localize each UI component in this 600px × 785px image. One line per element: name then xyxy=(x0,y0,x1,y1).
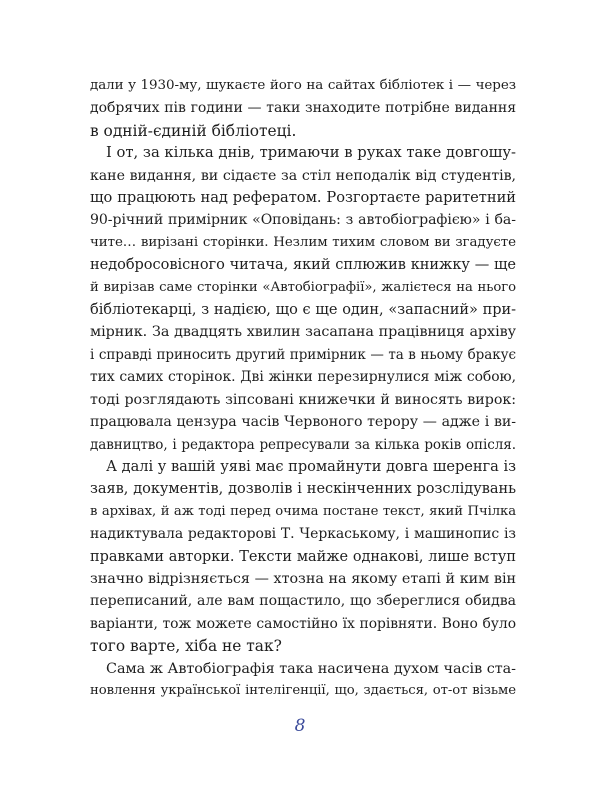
text-line: недобросовісного читача, який сплюжив книжку — ще xyxy=(90,257,516,274)
text-line: кане видання, ви сідаєте за стіл неподалік від студентів, xyxy=(90,167,516,184)
page-number: 8 xyxy=(294,716,306,736)
text-line: А далі у вашій уяві має промайнути довга шеренга із xyxy=(106,457,516,475)
paragraph-2 xyxy=(90,142,516,456)
text-line: чите… вирізані сторінки. Незлим тихим словом ви згадуєте xyxy=(90,234,516,250)
text-line: давництво, і редактора репресували за кілька років опісля. xyxy=(90,436,516,453)
text-line: того варте, хіба не так? xyxy=(90,637,282,656)
text-line: дали у 1930-му, шукаєте його на сайтах бібліотек і — через xyxy=(90,78,516,93)
text-line: надиктувала редакторові Т. Черкаському, і машинопис із xyxy=(90,526,516,543)
text-line: в одній-єдиній бібліотеці. xyxy=(90,121,297,140)
text-line: 90-річний примірник «Оповідань: з автобіографією» і ба- xyxy=(90,212,516,229)
text-line: що працюють над рефератом. Розгортаєте раритетний xyxy=(90,189,516,207)
text-line: мірник. За двадцять хвилин засапана працівниця архіву xyxy=(90,324,516,341)
paragraph-3 xyxy=(90,456,516,658)
text-line: в архівах, й аж тоді перед очима постане текст, який Пчілка xyxy=(90,503,516,519)
text-line: тоді розглядають зіпсовані книжечки й виносять вирок: xyxy=(90,391,516,408)
text-line: добрячих пів години — таки знаходите потрібне видання xyxy=(90,100,516,117)
text-line: заяв, документів, дозволів і нескінченних розслідувань xyxy=(90,481,516,498)
text-line: значно відрізняється — хтозна на якому етапі й ким він xyxy=(90,570,516,587)
text-line: і справді приносить другий примірник — та в ньому бракує xyxy=(90,346,516,363)
text-line: й вирізав саме сторінки «Автобіографії», жалієтеся на нього xyxy=(90,279,516,295)
text-line: працювала цензура часів Червоного терору — адже і ви- xyxy=(90,414,516,431)
text-line: варіанти, тож можете самостійно їх порівняти. Воно було xyxy=(90,615,516,632)
text-line: новлення української інтелігенції, що, здається, от-от візьме xyxy=(90,682,516,698)
text-line: тих самих сторінок. Дві жінки перезирнулися між собою, xyxy=(90,369,516,386)
text-line: правками авторки. Тексти майже однакові, лише вступ xyxy=(90,548,516,565)
text-line: бібліотекарці, з надією, що є ще один, «запасний» при- xyxy=(90,302,516,319)
text-line: переписаний, але вам пощастило, що збереглися обидва xyxy=(90,593,516,610)
body-text xyxy=(90,75,516,702)
text-line: Сама ж Автобіографія така насичена духом часів ста- xyxy=(106,660,516,677)
paragraph-1 xyxy=(90,75,516,142)
text-line: І от, за кілька днів, тримаючи в руках таке довгошу- xyxy=(106,144,516,162)
paragraph-4 xyxy=(90,658,516,703)
